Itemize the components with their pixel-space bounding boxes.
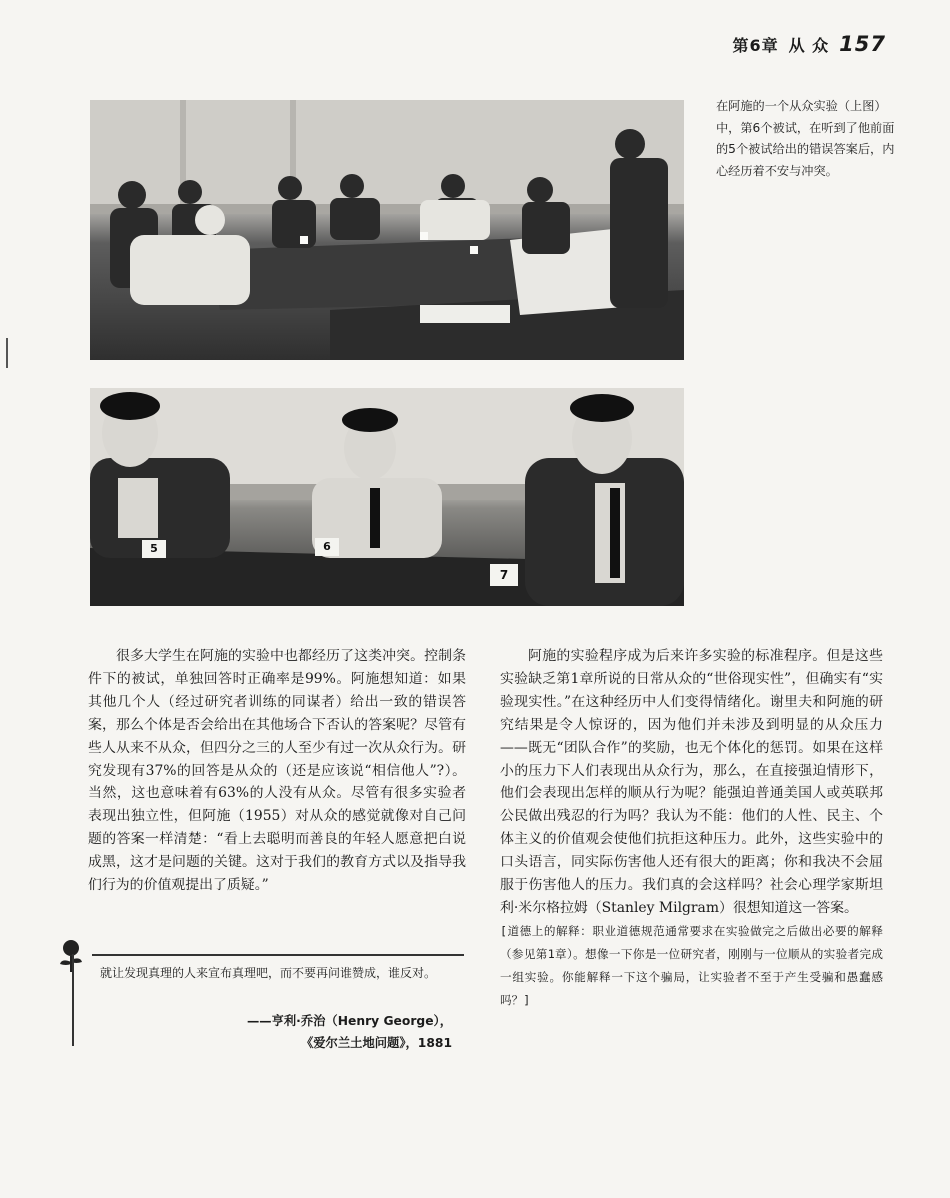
quote-author: ——亨利·乔治（Henry George），	[246, 1014, 452, 1028]
left-column-paragraph: 很多大学生在阿施的实验中也都经历了这类冲突。控制条件下的被试，单独回答时正确率是99%。阿施想知道：如果其他几个人（经过研究者训练的同谋者）给出一致的错误答案，那么个体是否会给出在其他场合下否认的答案呢？尽管有些人从来不从众，但四分之三的人至少有过一次从众行为。研究发现有37%的回答是从众的（还是应该说“相信他人”?）。当然，这也意味着有63%的人没有从众。尽管有很多实验者表现出独立性，但阿施（1955）对从众的感觉就像对自己问题的答案一样清楚：“看上去聪明而善良的年轻人愿意把白说成黑，这才是问题的关键。这对于我们的教育方式以及指导我们行为的价值观提出了质疑。”	[88, 648, 466, 894]
right-column-paragraph: 阿施的实验程序成为后来许多实验的标准程序。但是这些实验缺乏第1章所说的日常从众的“世俗现实性”，但确实有“实验现实性。”在这种经历中人们变得情绪化。谢里夫和阿施的研究结果是令人惊讶的，因为他们并未涉及到明显的从众压力——既无“团队合作”的奖励，也无个体化的惩罚。如果在这样小的压力下人们表现出从众行为，那么，在直接强迫情形下，他们会表现出怎样的顺从行为呢？能强迫普通美国人或英联邦公民做出残忍的行为吗？我认为不能：他们的人性、民主、个体主义的价值观会使他们抗拒这种压力。此外，这些实验中的口头语言，同实际伤害他人还有很大的距离；你和我决不会屈服于伤害他人的压力。我们真的会这样吗？社会心理学家斯坦利·米尔格拉姆（Stanley Milgram）很想知道这一答案。	[500, 648, 883, 916]
chapter-label: 第6章	[732, 36, 779, 55]
rose-icon	[56, 938, 86, 972]
placard-6: 6	[315, 538, 339, 556]
section-title: 从 众	[788, 36, 830, 55]
placard-7: 7	[490, 564, 518, 586]
ethics-side-note: [道德上的解释：职业道德规范通常要求在实验做完之后做出必要的解释（参见第1章）。想像一下你是一位研究者，刚刚与一位顺从的实验者完成一组实验。你能解释一下这个骗局，让实验者不至于产生受骗和愚蠢感吗？]	[500, 923, 883, 1007]
right-column	[500, 645, 883, 1012]
experiment-photo-top	[90, 100, 684, 360]
margin-mark	[6, 338, 8, 368]
quote-source: 《爱尔兰土地问题》，1881	[300, 1036, 452, 1050]
page-number: 157	[839, 32, 886, 56]
quote-left-rule	[72, 954, 74, 1046]
experiment-photo-bottom	[90, 388, 684, 606]
quote-text: 就让发现真理的人来宣布真理吧，而不要再问谁赞成，谁反对。	[100, 966, 437, 980]
quote-attribution	[247, 1010, 452, 1054]
quote-box	[72, 950, 464, 1050]
three-subjects-illustration	[90, 388, 684, 606]
figure-caption: 在阿施的一个从众实验（上图）中，第6个被试，在听到了他前面的5个被试给出的错误答案后，内心经历着不安与冲突。	[716, 99, 895, 178]
placard-5: 5	[142, 540, 166, 558]
group-scene-illustration	[90, 100, 684, 360]
page-header	[732, 32, 886, 56]
quote-top-rule	[92, 954, 464, 956]
